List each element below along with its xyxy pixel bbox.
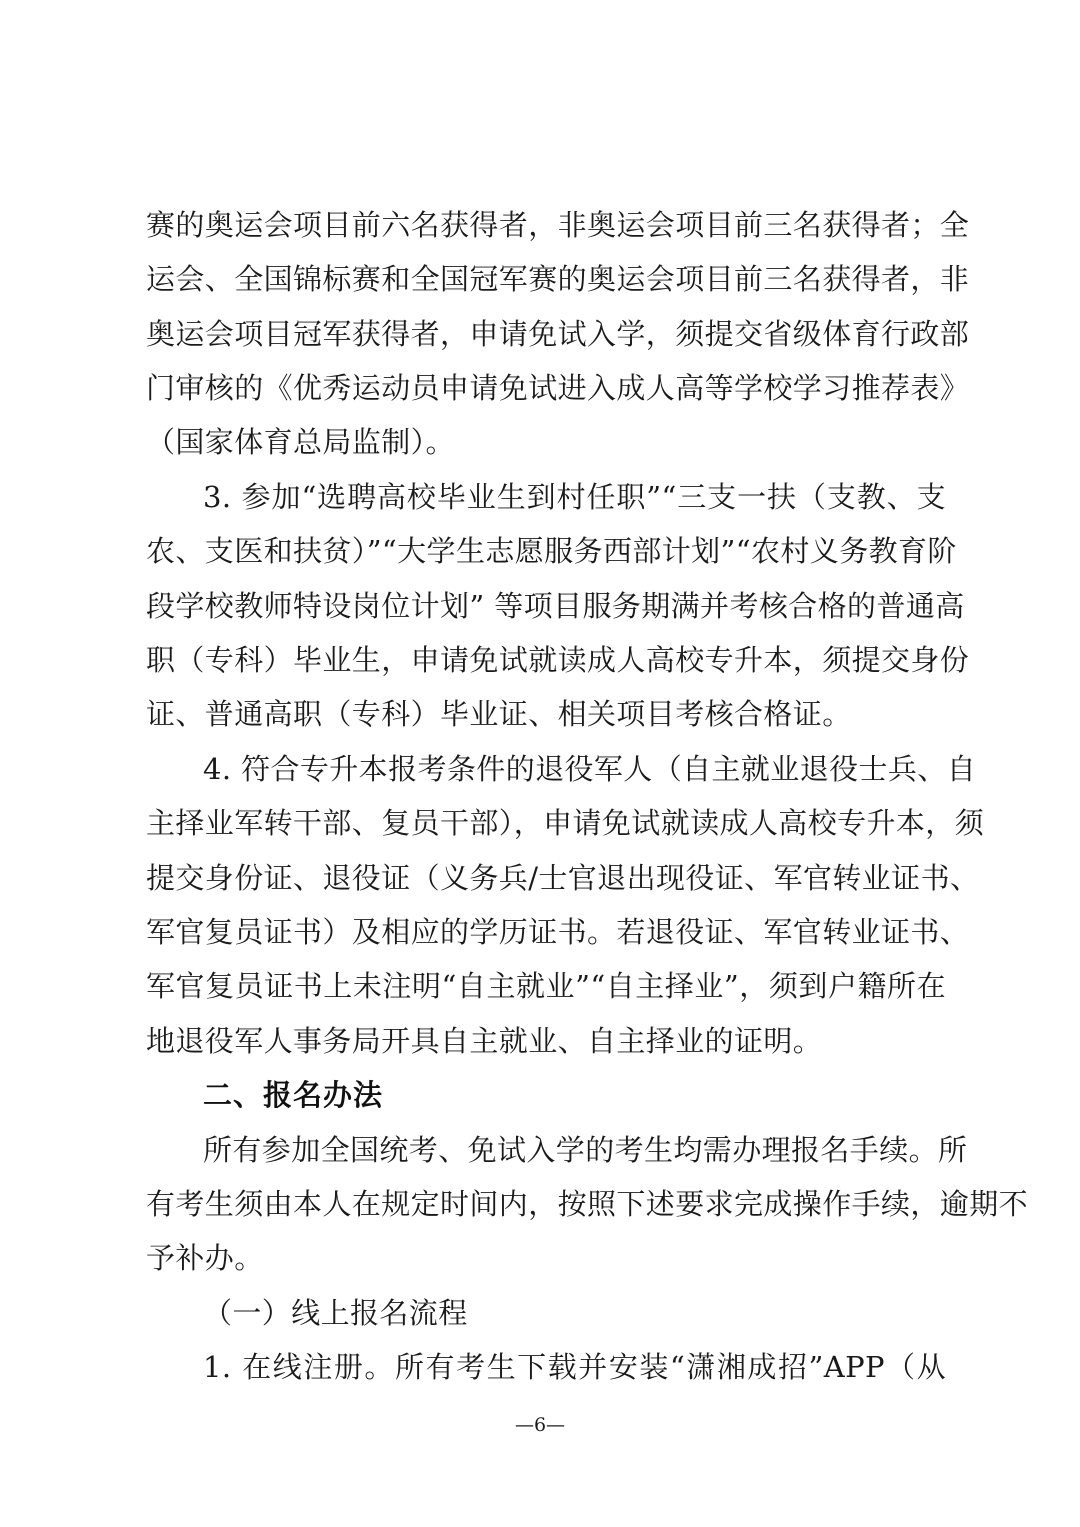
text-line: （国家体育总局监制）。 <box>146 425 455 459</box>
subsection-heading: （一）线上报名流程 <box>203 1296 468 1330</box>
text-line: 地退役军人事务局开具自主就业、自主择业的证明。 <box>146 1024 823 1058</box>
text-line: 主择业军转干部、复员干部），申请免试就读成人高校专升本，须 <box>146 806 985 840</box>
page-number: —6— <box>514 1414 566 1436</box>
text-line: 提交身份证、退役证（义务兵/士官退出现役证、军官转业证书、 <box>146 861 980 895</box>
text-line: 奥运会项目冠军获得者，申请免试入学，须提交省级体育行政部 <box>146 317 970 351</box>
text-line: 所有参加全国统考、免试入学的考生均需办理报名手续。所 <box>203 1133 968 1167</box>
text-line: 农、支医和扶贫）”“大学生志愿服务西部计划”“农村义务教育阶 <box>146 534 957 568</box>
text-line: 证、普通高职（专科）毕业证、相关项目考核合格证。 <box>146 697 852 731</box>
text-line: 军官复员证书上未注明“自主就业”“自主择业”，须到户籍所在 <box>146 969 946 1003</box>
text-line: 段学校教师特设岗位计划” 等项目服务期满并考核合格的普通高 <box>146 589 965 623</box>
text-line: 3. 参加“选聘高校毕业生到村任职”“三支一扶（支教、支 <box>203 480 946 514</box>
text-line: 赛的奥运会项目前六名获得者，非奥运会项目前三名获得者；全 <box>146 208 970 242</box>
text-line: 予补办。 <box>146 1241 264 1275</box>
section-heading: 二、报名办法 <box>203 1078 384 1112</box>
text-line: 4. 符合专升本报考条件的退役军人（自主就业退役士兵、自 <box>203 752 977 786</box>
text-line: 门审核的《优秀运动员申请免试进入成人高等学校学习推荐表》 <box>146 371 970 405</box>
text-line: 职（专科）毕业生，申请免试就读成人高校专升本，须提交身份 <box>146 643 970 677</box>
text-line: 1. 在线注册。所有考生下载并安装“潇湘成招”APP（从 <box>203 1350 946 1384</box>
text-line: 运会、全国锦标赛和全国冠军赛的奥运会项目前三名获得者，非 <box>146 262 970 296</box>
text-line: 军官复员证书）及相应的学历证书。若退役证、军官转业证书、 <box>146 915 970 949</box>
text-line: 有考生须由本人在规定时间内，按照下述要求完成操作手续，逾期不 <box>146 1187 1029 1221</box>
